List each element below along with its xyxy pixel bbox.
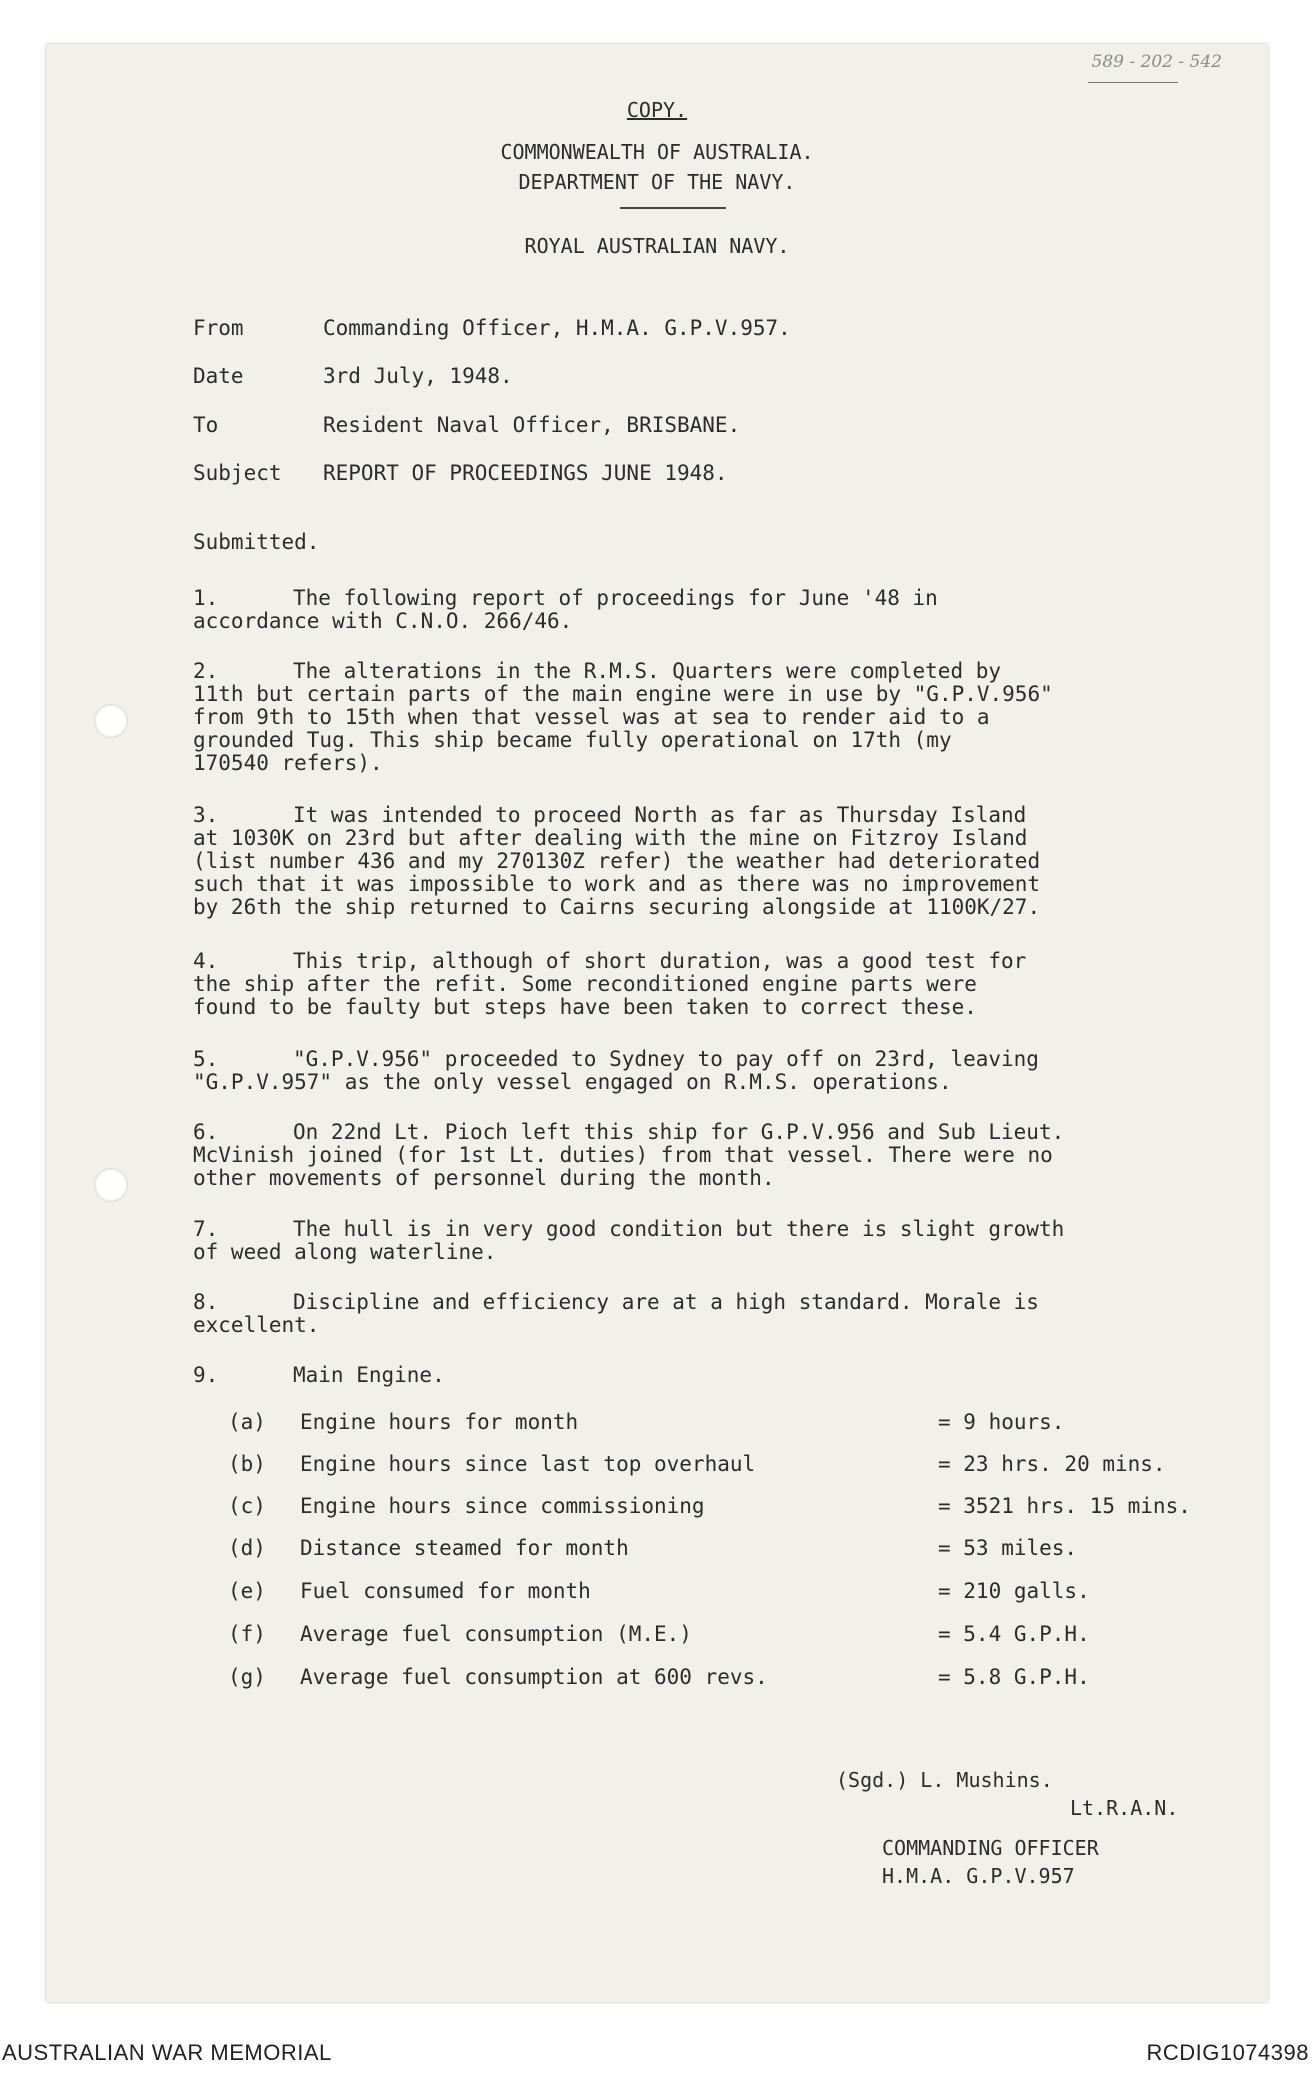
paragraph-number: 4. <box>193 949 219 973</box>
paragraph-line: accordance with C.N.O. 266/46. <box>193 609 573 633</box>
paragraph-number: 1. <box>193 586 219 610</box>
engine-item-value: = 5.8 G.P.H. <box>938 1665 1090 1689</box>
engine-item-desc: Average fuel consumption (M.E.) <box>300 1622 692 1646</box>
footer-id: RCDIG1074398 <box>1146 2040 1309 2065</box>
meta-value: REPORT OF PROCEEDINGS JUNE 1948. <box>323 461 728 485</box>
engine-item-desc: Distance steamed for month <box>300 1536 629 1560</box>
paragraph-8 <box>193 1291 1213 1337</box>
paragraph-line: On 22nd Lt. Pioch left this ship for G.P.V.956 and Sub Lieut. <box>293 1120 1065 1144</box>
paragraph-line: The alterations in the R.M.S. Quarters were completed by <box>293 659 1002 683</box>
paragraph-number: 8. <box>193 1290 219 1314</box>
signature-line: (Sgd.) L. Mushins. <box>836 1768 1053 1792</box>
header-department: DEPARTMENT OF THE NAVY. <box>518 170 796 194</box>
paragraph-number: 6. <box>193 1120 219 1144</box>
punch-hole-icon <box>94 1168 128 1202</box>
punch-hole-icon <box>94 704 128 738</box>
header-divider <box>620 207 726 209</box>
meta-from <box>193 316 791 340</box>
document-page <box>46 44 1268 2002</box>
meta-subject <box>193 461 728 485</box>
meta-label: To <box>193 413 219 437</box>
paragraph-line: of weed along waterline. <box>193 1240 497 1264</box>
engine-item-label: (d) <box>228 1536 266 1560</box>
paragraph-line: from 9th to 15th when that vessel was at sea to render aid to a <box>193 705 990 729</box>
meta-value: 3rd July, 1948. <box>323 364 513 388</box>
meta-value: Resident Naval Officer, BRISBANE. <box>323 413 741 437</box>
paragraph-2 <box>193 660 1213 775</box>
paragraph-line: at 1030K on 23rd but after dealing with the mine on Fitzroy Island <box>193 826 1028 850</box>
paragraph-line: McVinish joined (for 1st Lt. duties) from that vessel. There were no <box>193 1143 1053 1167</box>
paragraph-6 <box>193 1121 1213 1190</box>
paragraph-number: 9. <box>193 1363 219 1387</box>
paragraph-9-heading <box>193 1364 1213 1387</box>
engine-item-value: = 3521 hrs. 15 mins. <box>938 1494 1191 1518</box>
paragraph-line: "G.P.V.957" as the only vessel engaged on R.M.S. operations. <box>193 1070 952 1094</box>
meta-date <box>193 364 513 388</box>
paragraph-line: The following report of proceedings for June '48 in <box>293 586 938 610</box>
submitted-line: Submitted. <box>193 530 320 554</box>
engine-item-label: (a) <box>228 1410 266 1434</box>
paragraph-line: found to be faulty but steps have been taken to correct these. <box>193 995 977 1019</box>
handwritten-underline <box>1088 82 1178 83</box>
meta-to <box>193 413 740 437</box>
paragraph-line: grounded Tug. This ship became fully operational on 17th (my <box>193 728 952 752</box>
paragraph-line: other movements of personnel during the month. <box>193 1166 775 1190</box>
paragraph-line: The hull is in very good condition but there is slight growth <box>293 1217 1065 1241</box>
engine-item-value: = 210 galls. <box>938 1579 1090 1603</box>
header-ran: ROYAL AUSTRALIAN NAVY. <box>524 234 790 258</box>
signature-rank: Lt.R.A.N. <box>1070 1796 1179 1820</box>
meta-label: Date <box>193 364 244 388</box>
paragraph-number: 3. <box>193 803 219 827</box>
engine-item-value: = 5.4 G.P.H. <box>938 1622 1090 1646</box>
paragraph-line: This trip, although of short duration, was a good test for <box>293 949 1027 973</box>
paragraph-4 <box>193 950 1213 1019</box>
signature-title: COMMANDING OFFICER <box>882 1836 1099 1860</box>
engine-item-label: (e) <box>228 1579 266 1603</box>
paragraph-3 <box>193 804 1213 919</box>
header-commonwealth: COMMONWEALTH OF AUSTRALIA. <box>500 140 814 164</box>
paragraph-line: excellent. <box>193 1313 320 1337</box>
paragraph-line: the ship after the refit. Some reconditioned engine parts were <box>193 972 977 996</box>
paragraph-7 <box>193 1218 1213 1264</box>
meta-value: Commanding Officer, H.M.A. G.P.V.957. <box>323 316 791 340</box>
engine-item-desc: Engine hours since last top overhaul <box>300 1452 756 1476</box>
engine-item-value: = 53 miles. <box>938 1536 1078 1560</box>
paragraph-line: (list number 436 and my 270130Z refer) the weather had deteriorated <box>193 849 1041 873</box>
paragraph-1 <box>193 587 1213 633</box>
paragraph-line: 11th but certain parts of the main engine were in use by "G.P.V.956" <box>193 682 1053 706</box>
paragraph-number: 5. <box>193 1047 219 1071</box>
engine-item-label: (c) <box>228 1494 266 1518</box>
engine-title: Main Engine. <box>293 1363 445 1387</box>
paragraph-line: such that it was impossible to work and as there was no improvement <box>193 872 1041 896</box>
meta-label: Subject <box>193 461 282 485</box>
paragraph-line: by 26th the ship returned to Cairns securing alongside at 1100K/27. <box>193 895 1041 919</box>
paragraph-line: Discipline and efficiency are at a high standard. Morale is <box>293 1290 1039 1314</box>
engine-item-desc: Engine hours for month <box>300 1410 579 1434</box>
paragraph-line: It was intended to proceed North as far as Thursday Island <box>293 803 1027 827</box>
engine-item-value: = 23 hrs. 20 mins. <box>938 1452 1166 1476</box>
engine-item-label: (b) <box>228 1452 266 1476</box>
paragraph-line: 170540 refers). <box>193 751 383 775</box>
engine-item-desc: Average fuel consumption at 600 revs. <box>300 1665 768 1689</box>
footer-source: AUSTRALIAN WAR MEMORIAL <box>2 2040 332 2065</box>
engine-item-desc: Engine hours since commissioning <box>300 1494 705 1518</box>
engine-item-label: (f) <box>228 1622 266 1646</box>
paragraph-number: 2. <box>193 659 219 683</box>
handwritten-reference: 589 - 202 - 542 <box>1091 52 1222 72</box>
signature-vessel: H.M.A. G.P.V.957 <box>882 1864 1075 1888</box>
paragraph-line: "G.P.V.956" proceeded to Sydney to pay off on 23rd, leaving <box>293 1047 1039 1071</box>
engine-item-desc: Fuel consumed for month <box>300 1579 591 1603</box>
engine-item-label: (g) <box>228 1665 266 1689</box>
engine-item-value: = 9 hours. <box>938 1410 1065 1434</box>
paragraph-number: 7. <box>193 1217 219 1241</box>
meta-label: From <box>193 316 244 340</box>
copy-heading: COPY. <box>626 98 688 122</box>
paragraph-5 <box>193 1048 1213 1094</box>
